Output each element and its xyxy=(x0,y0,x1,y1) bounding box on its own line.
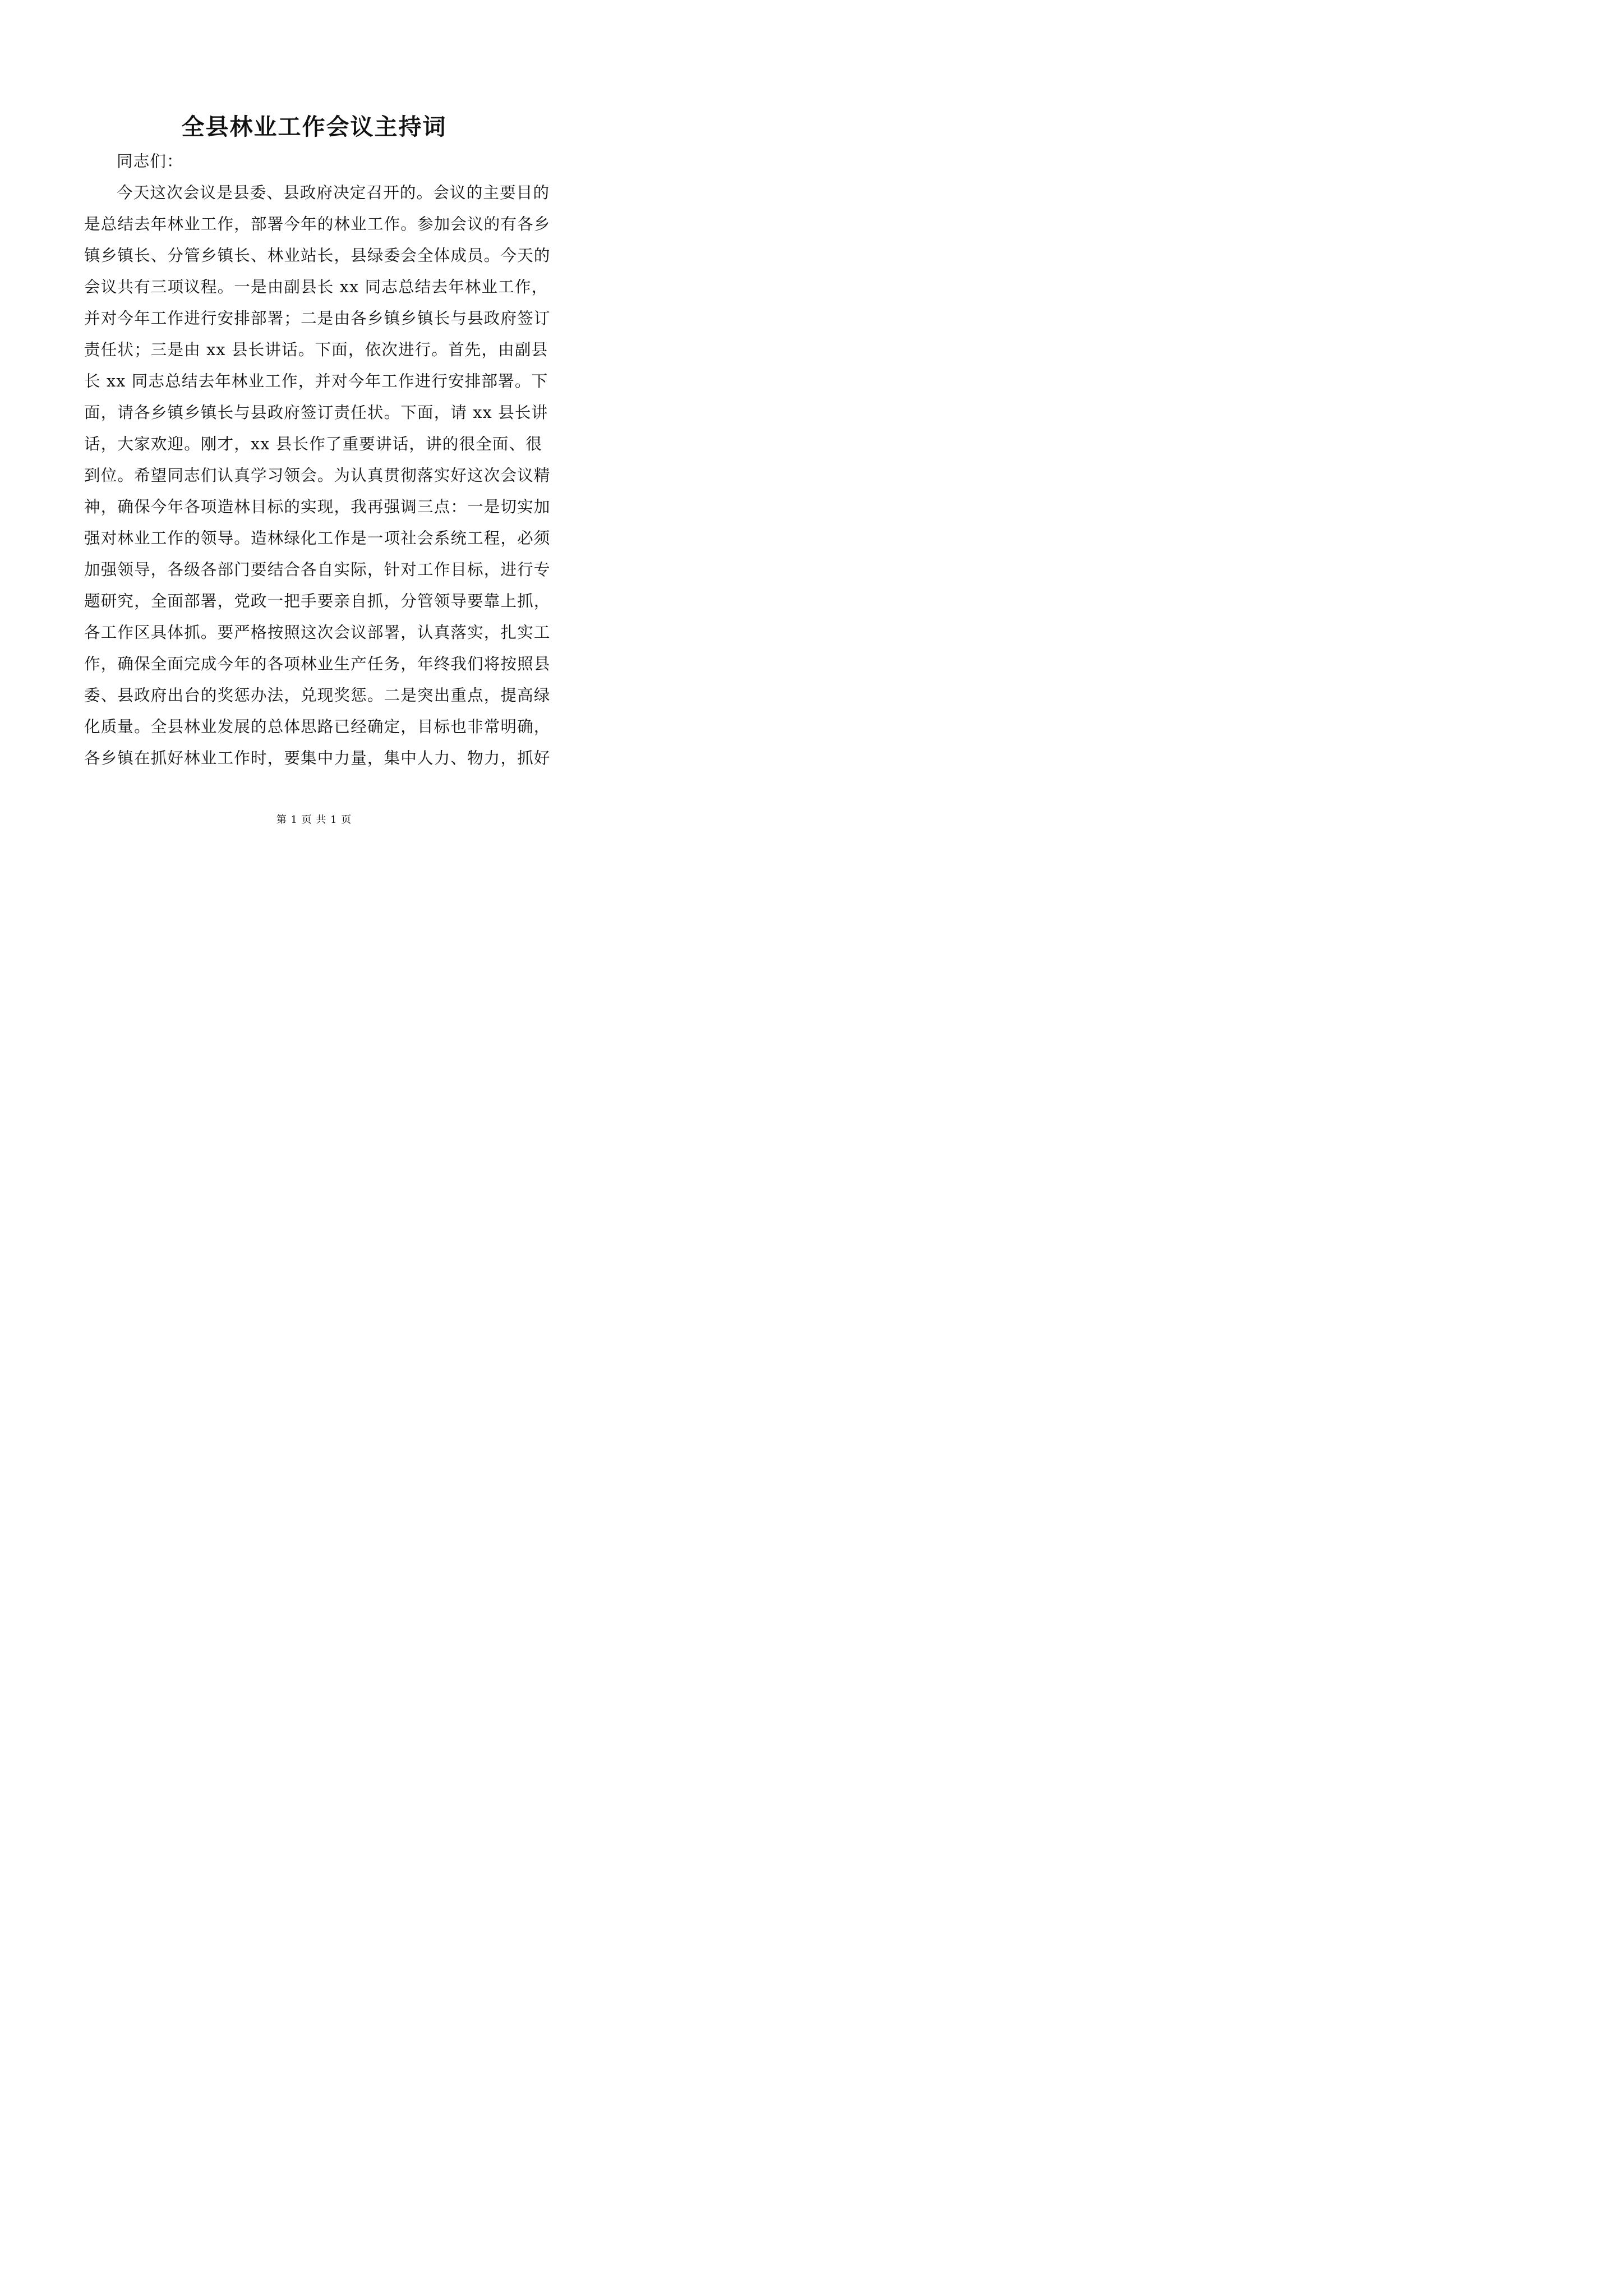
paragraph-line: 各乡镇在抓好林业工作时，要集中力量，集中人力、物力，抓好 xyxy=(84,749,551,767)
document-page xyxy=(0,0,628,889)
paragraph-line: 会议共有三项议程。一是由副县长 xx 同志总结去年林业工作， xyxy=(84,278,548,296)
paragraph-line: 化质量。全县林业发展的总体思路已经确定，目标也非常明确， xyxy=(84,717,551,736)
paragraph-line: 今天这次会议是县委、县政府决定召开的。会议的主要目的 xyxy=(117,183,550,202)
paragraph-line: 强对林业工作的领导。造林绿化工作是一项社会系统工程，必须 xyxy=(84,529,551,547)
paragraph-line: 长 xx 同志总结去年林业工作，并对今年工作进行安排部署。下 xyxy=(84,372,548,390)
paragraph-line: 面，请各乡镇乡镇长与县政府签订责任状。下面，请 xx 县长讲 xyxy=(84,403,548,422)
paragraph-line: 话，大家欢迎。刚才，xx 县长作了重要讲话，讲的很全面、很 xyxy=(84,435,543,453)
paragraph-line: 作，确保全面完成今年的各项林业生产任务，年终我们将按照县 xyxy=(84,655,551,673)
document-title: 全县林业工作会议主持词 xyxy=(181,113,447,140)
document-body xyxy=(84,146,551,774)
paragraph-line: 加强领导，各级各部门要结合各自实际，针对工作目标，进行专 xyxy=(84,560,551,579)
paragraph-line: 责任状；三是由 xx 县长讲话。下面，依次进行。首先，由副县 xyxy=(84,341,548,359)
page-number-footer: 第 1 页 共 1 页 xyxy=(276,814,352,826)
paragraph-line: 并对今年工作进行安排部署；二是由各乡镇乡镇长与县政府签订 xyxy=(84,309,551,328)
paragraph-line: 各工作区具体抓。要严格按照这次会议部署，认真落实，扎实工 xyxy=(84,623,551,642)
paragraph-line: 镇乡镇长、分管乡镇长、林业站长，县绿委会全体成员。今天的 xyxy=(84,246,551,265)
paragraph-line: 神，确保今年各项造林目标的实现，我再强调三点：一是切实加 xyxy=(84,498,551,516)
paragraph-line: 委、县政府出台的奖惩办法，兑现奖惩。二是突出重点，提高绿 xyxy=(84,686,551,705)
paragraph-line: 题研究，全面部署，党政一把手要亲自抓，分管领导要靠上抓， xyxy=(84,592,551,610)
salutation-line: 同志们： xyxy=(117,152,183,171)
paragraph-line: 到位。希望同志们认真学习领会。为认真贯彻落实好这次会议精 xyxy=(84,466,551,485)
paragraph-line: 是总结去年林业工作，部署今年的林业工作。参加会议的有各乡 xyxy=(84,215,551,233)
